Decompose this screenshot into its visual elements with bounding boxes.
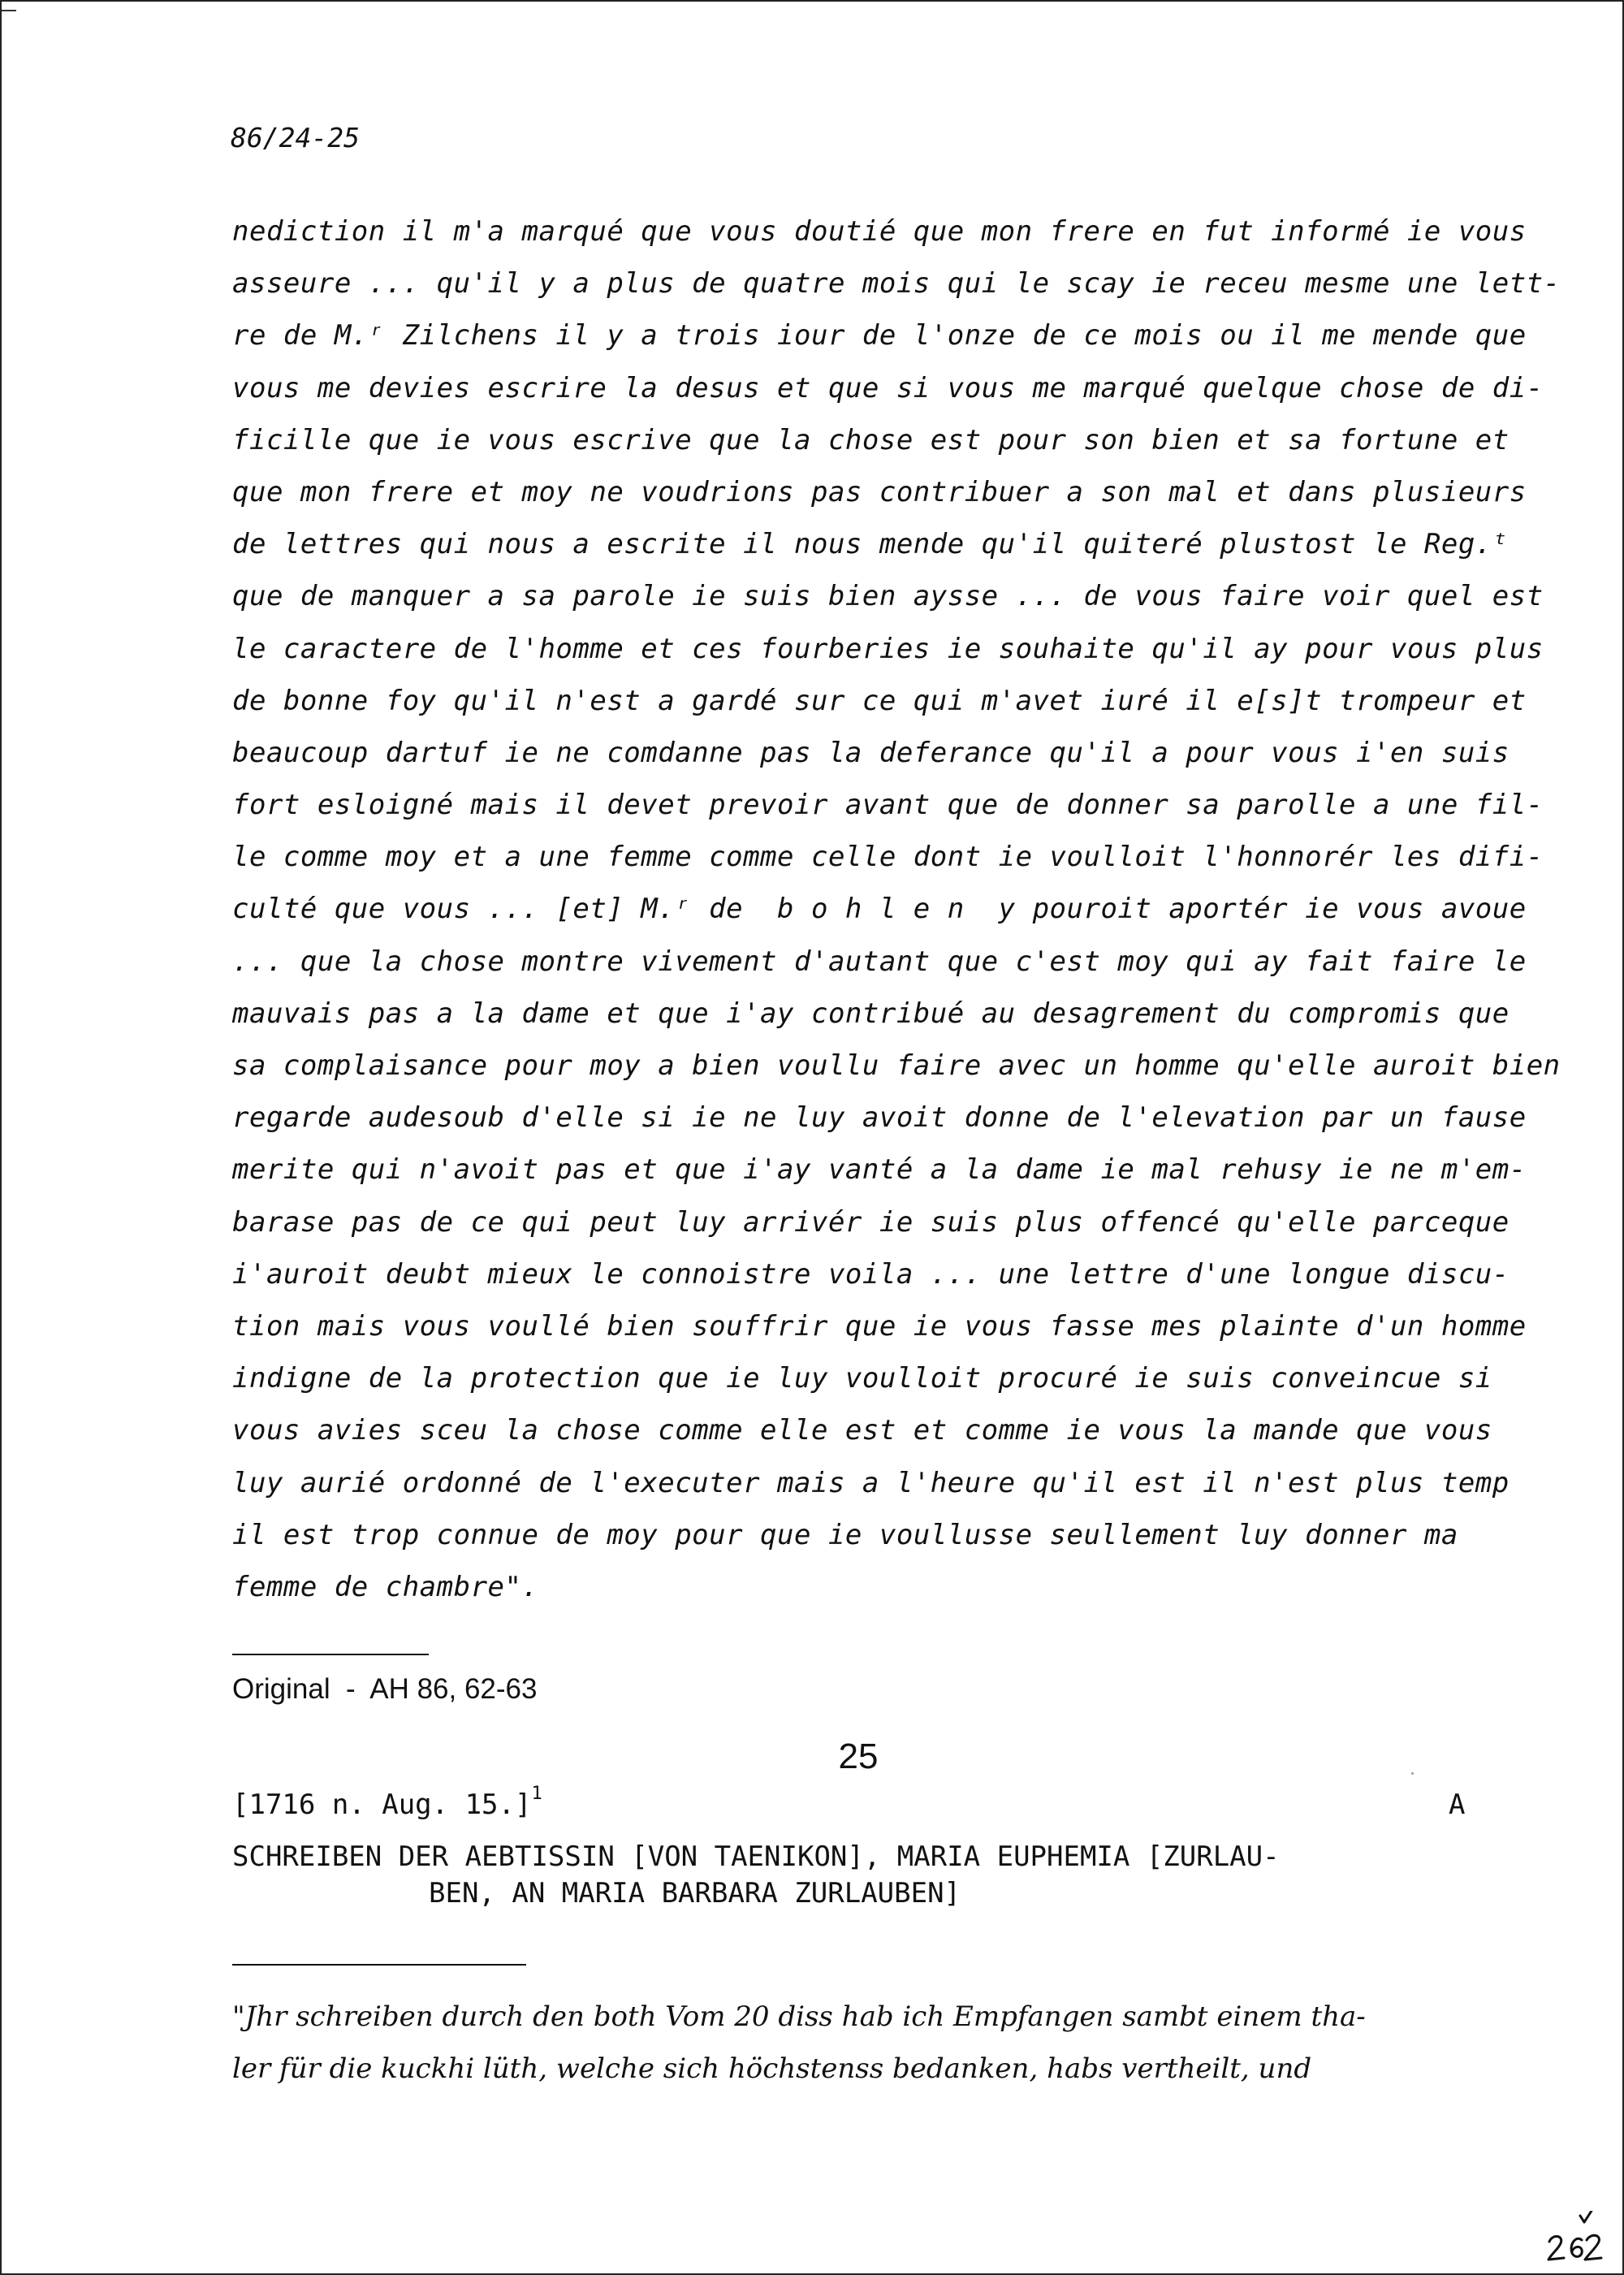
body-line: vous avies sceu la chose comme elle est et comme ie vous la mande que vous <box>232 1414 1492 1447</box>
body-line: sa complaisance pour moy a bien voullu faire avec un homme qu'elle auroit bien <box>232 1049 1561 1082</box>
body-line: asseure ... qu'il y a plus de quatre mois qui le scay ie receu mesme une lett- <box>232 267 1561 301</box>
body-line: tion mais vous voullé bien souffrir que ie vous fasse mes plainte d'un homme <box>232 1309 1527 1343</box>
document-number: 25 <box>838 1737 879 1776</box>
body-line: i'auroit deubt mieux le connoistre voila ... une lettre d'une longue discu- <box>232 1257 1510 1291</box>
body-line: il est trop connue de moy pour que ie voullusse seullement luy donner ma <box>232 1518 1458 1551</box>
source-note: Original - AH 86, 62-63 <box>232 1673 538 1705</box>
body-line: femme de chambre". <box>232 1570 539 1603</box>
page-number: 86/24-25 <box>231 122 360 154</box>
scan-speck <box>1411 1772 1414 1775</box>
body-line: que mon frere et moy ne voudrions pas contribuer a son mal et dans plusieurs <box>232 475 1527 508</box>
body-line: nediction il m'a marqué que vous doutié que mon frere en fut informé ie vous <box>232 215 1527 248</box>
body-line: mauvais pas a la dame et que i'ay contribué au desagrement du compromis que <box>232 997 1510 1030</box>
letter-body <box>232 211 1561 1619</box>
separator-rule <box>232 1964 526 1966</box>
body-line: le comme moy et a une femme comme celle dont ie voulloit l'honnorér les difi- <box>232 841 1544 874</box>
letter-line: "Jhr schreiben durch den both Vom 20 diss hab ich Empfangen sambt einem tha- <box>232 2000 1366 2033</box>
body-line: regarde audesoub d'elle si ie ne luy avoit donne de l'elevation par un fause <box>232 1101 1527 1135</box>
body-line: fort esloigné mais il devet prevoir avant que de donner sa parolle a une fil- <box>232 789 1544 822</box>
document-type: A <box>1449 1788 1466 1821</box>
body-line: ... que la chose montre vivement d'autant que c'est moy qui ay fait faire le <box>232 945 1527 978</box>
letter-excerpt <box>232 1996 1515 2100</box>
body-line: de bonne foy qu'il n'est a gardé sur ce qui m'avet iuré il e[s]t trompeur et <box>232 684 1527 717</box>
body-line: ficille que ie vous escrive que la chose est pour son bien et sa fortune et <box>232 423 1510 456</box>
body-line: vous me devies escrire la desus et que si vous me marqué quelque chose de di- <box>232 371 1544 404</box>
document-heading <box>232 1839 1499 1912</box>
body-line: barase pas de ce qui peut luy arrivér ie suis plus offencé qu'elle parceque <box>232 1205 1510 1239</box>
handwritten-folio-mark <box>1544 2211 1609 2268</box>
body-line: de lettres qui nous a escrite il nous mende qu'il quiteré plustost le Reg.ᵗ <box>232 528 1510 561</box>
document-date-text: [1716 n. Aug. 15.] <box>232 1788 532 1821</box>
body-line: que de manquer a sa parole ie suis bien aysse ... de vous faire voir quel est <box>232 580 1544 613</box>
heading-line: BEN, AN MARIA BARBARA ZURLAUBEN] <box>429 1877 961 1910</box>
body-line: indigne de la protection que ie luy voulloit procuré ie suis conveincue si <box>232 1362 1492 1395</box>
body-line: beaucoup dartuf ie ne comdanne pas la deferance qu'il a pour vous i'en suis <box>232 736 1510 769</box>
footnote-marker: 1 <box>531 1784 542 1804</box>
body-line: merite qui n'avoit pas et que i'ay vanté a la dame ie mal rehusy ie ne m'em- <box>232 1153 1527 1187</box>
folio-mark-icon <box>1544 2211 1609 2268</box>
document-date <box>232 1784 542 1821</box>
body-line: re de M.ʳ Zilchens il y a trois iour de l'onze de ce mois ou il me mende que <box>232 319 1527 352</box>
body-line: culté que vous ... [et] M.ʳ de b o h l e n y pouroit aportér ie vous avoue <box>232 893 1527 926</box>
letter-line: ler für die kuckhi lüth, welche sich höchstenss bedanken, habs vertheilt, und <box>232 2052 1312 2085</box>
body-line: le caractere de l'homme et ces fourberies ie souhaite qu'il ay pour vous plus <box>232 632 1544 665</box>
corner-mark <box>2 10 16 11</box>
body-line: luy aurié ordonné de l'executer mais a l'heure qu'il est il n'est plus temp <box>232 1466 1510 1499</box>
heading-line: SCHREIBEN DER AEBTISSIN [VON TAENIKON], MARIA EUPHEMIA [ZURLAU- <box>232 1840 1280 1873</box>
separator-rule <box>232 1654 429 1655</box>
